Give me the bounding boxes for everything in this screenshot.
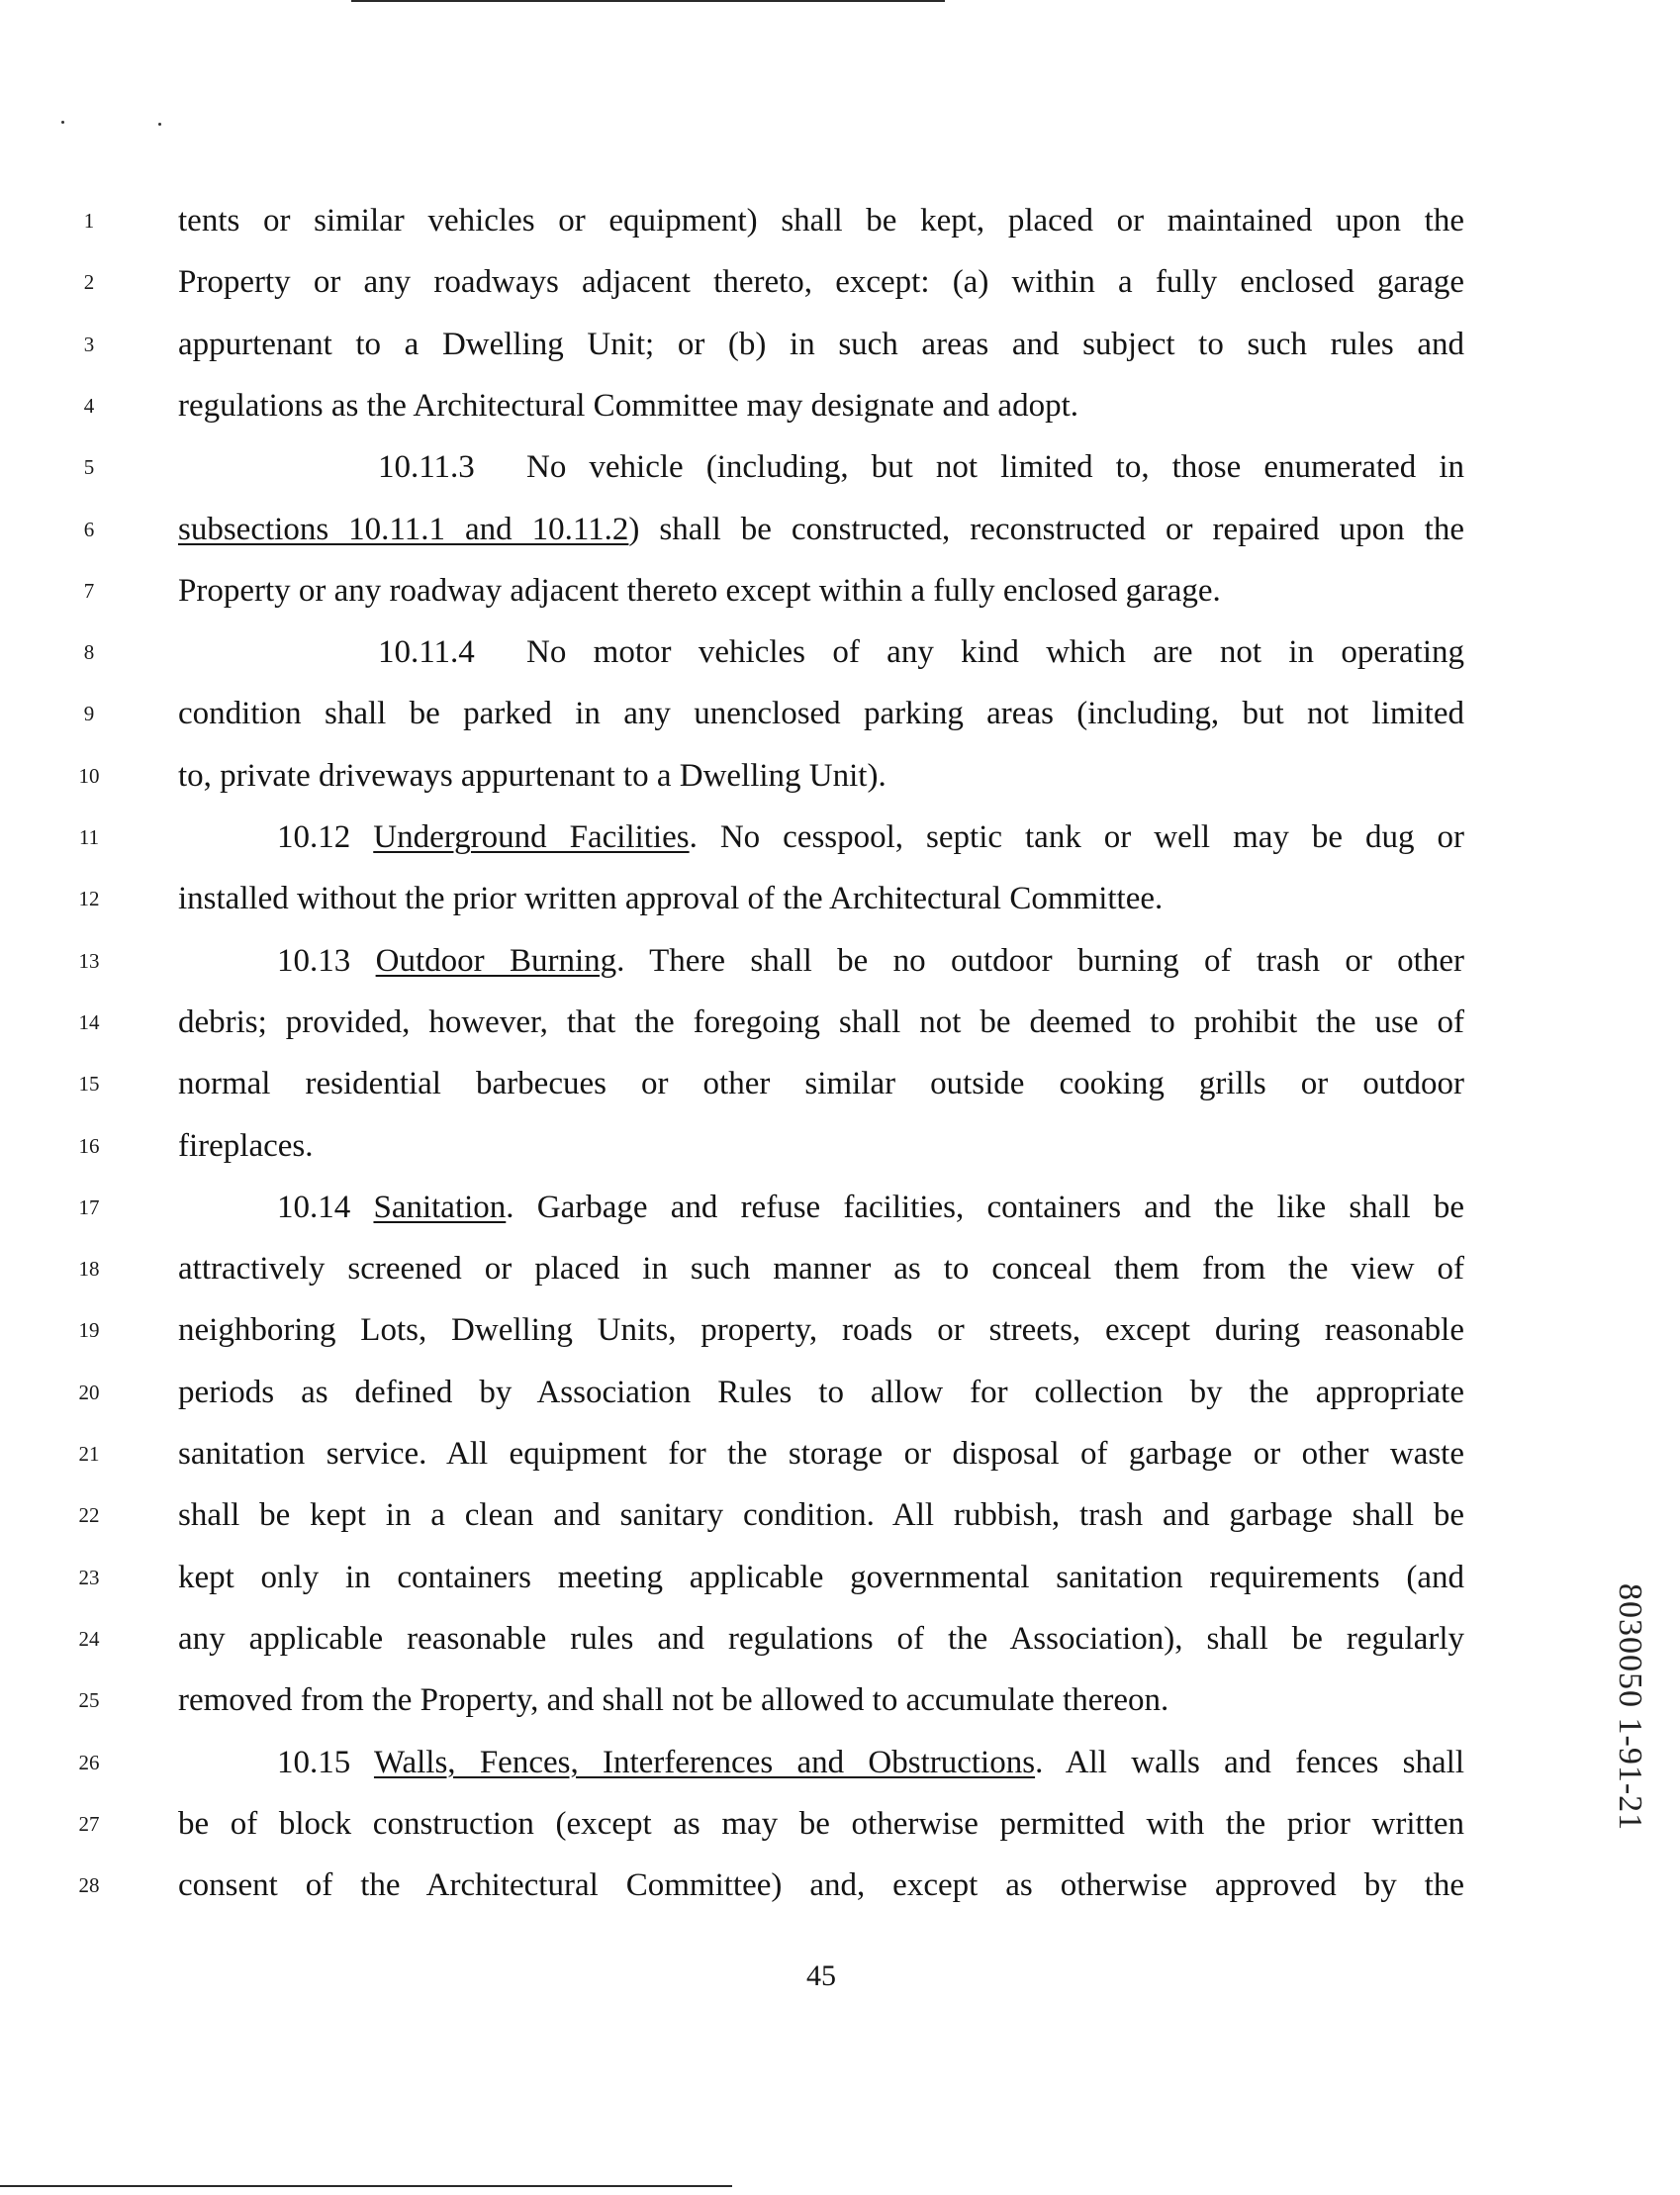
line-text [178,868,1464,929]
line-text [178,807,1464,868]
line-number: 22 [78,1503,100,1528]
line-text [178,375,1464,436]
document-line [0,1608,1680,1670]
document-line [0,251,1680,313]
line-number: 15 [78,1072,100,1097]
text-run: sanitation service. All equipment for the storage or disposal of garbage or other waste [178,1436,1464,1472]
section-number: 10.11.3 [378,449,475,486]
document-line [0,745,1680,807]
line-number: 10 [78,763,100,788]
line-number: 3 [83,332,95,356]
line-text [178,621,1464,683]
line-number: 26 [78,1750,100,1774]
line-text [178,499,1464,560]
text-run: regulations as the Architectural Committee may designate and adopt. [178,387,1078,424]
document-line [0,436,1680,498]
text-run: periods as defined by Association Rules to allow for collection by the appropriate [178,1374,1464,1410]
text-run: appurtenant to a Dwelling Unit; or (b) in such areas and subject to such rules and [178,326,1464,362]
document-line [0,1299,1680,1361]
text-run: ) shall be constructed, reconstructed or repaired upon the [628,511,1464,547]
line-number: 13 [78,948,100,973]
line-number: 18 [78,1257,100,1282]
text-run: debris; provided, however, that the foregoing shall not be deemed to prohibit the use of [178,1003,1464,1040]
line-text [178,190,1464,251]
text-run: 10.15 [277,1744,374,1780]
side-stamp-text: 8030050 1-91-21 [1612,1583,1648,1832]
underlined-heading: Underground Facilities [373,819,690,855]
document-line [0,683,1680,744]
line-number: 5 [83,455,95,480]
line-number: 4 [83,393,95,418]
top-rule [351,0,945,2]
text-run: Property or any roadways adjacent thereto, except: (a) within a fully enclosed garage [178,264,1464,301]
text-run: kept only in containers meeting applicable governmental sanitation requirements (and [178,1559,1464,1595]
line-text [178,1608,1464,1670]
document-line [0,499,1680,560]
line-number: 12 [78,887,100,911]
document-line [0,560,1680,621]
text-run: installed without the prior written approval of the Architectural Committee. [178,881,1164,917]
document-line [0,1855,1680,1916]
line-number: 25 [78,1688,100,1713]
document-line [0,314,1680,375]
line-text [178,560,1464,621]
document-line [0,1423,1680,1484]
underlined-heading: Walls, Fences, Interferences and Obstructions [373,1744,1036,1780]
line-number: 19 [78,1318,100,1343]
line-text [178,251,1464,313]
text-run: be of block construction (except as may be otherwise permitted with the prior written [178,1805,1464,1842]
text-run: tents or similar vehicles or equipment) shall be kept, placed or maintained upon the [178,203,1464,239]
line-number: 21 [78,1442,100,1466]
line-number: 6 [83,517,95,541]
text-run: condition shall be parked in any unenclosed parking areas (including, but not limited [178,696,1464,732]
line-text [178,1484,1464,1546]
line-text [178,930,1464,992]
document-line [0,190,1680,251]
bottom-rule [0,2185,732,2187]
document-line [0,375,1680,436]
text-run: normal residential barbecues or other similar outside cooking grills or outdoor [178,1066,1464,1102]
document-line [0,807,1680,868]
line-text [178,436,1464,498]
text-run: 10.13 [277,942,376,979]
document-line [0,930,1680,992]
underlined-heading: Outdoor Burning [375,942,617,979]
side-stamp [1605,1583,1654,1870]
line-number: 27 [78,1811,100,1836]
text-run: . Garbage and refuse facilities, containers and the like shall be [506,1189,1465,1225]
document-line [0,1053,1680,1114]
line-number: 11 [78,825,100,849]
text-run: No motor vehicles of any kind which are not in operating [526,634,1464,671]
line-number: 1 [83,209,95,233]
scan-speck [61,121,64,124]
underlined-heading: Sanitation [373,1189,507,1225]
line-text [178,1362,1464,1423]
document-line [0,1670,1680,1731]
line-text [178,992,1464,1053]
line-number: 23 [78,1565,100,1589]
text-run: Property or any roadway adjacent thereto except within a fully enclosed garage. [178,572,1221,609]
text-run: . All walls and fences shall [1035,1744,1465,1780]
line-text [178,745,1464,807]
line-number: 2 [83,270,95,295]
text-run: 10.14 [277,1189,374,1225]
text-run: removed from the Property, and shall not be allowed to accumulate thereon. [178,1682,1169,1719]
document-line [0,1547,1680,1608]
text-run: . No cesspool, septic tank or well may be dug or [689,819,1465,855]
line-text [178,683,1464,744]
document-line [0,1115,1680,1177]
line-number: 28 [78,1873,100,1898]
line-number: 17 [78,1194,100,1219]
line-number: 8 [83,640,95,665]
line-text [178,1299,1464,1361]
document-line [0,1793,1680,1855]
scan-speck [158,123,161,126]
text-run: fireplaces. [178,1127,314,1164]
document-line [0,1362,1680,1423]
line-number: 14 [78,1009,100,1034]
section-number: 10.11.4 [378,634,475,671]
text-run: consent of the Architectural Committee) and, except as otherwise approved by the [178,1867,1464,1904]
line-number: 16 [78,1133,100,1158]
line-text [178,314,1464,375]
text-run: neighboring Lots, Dwelling Units, property, roads or streets, except during reasonable [178,1312,1464,1349]
document-line [0,1238,1680,1299]
text-run: No vehicle (including, but not limited to, those enumerated in [526,449,1464,486]
underlined-heading: subsections 10.11.1 and 10.11.2 [178,511,629,547]
line-number: 9 [83,702,95,726]
line-text [178,1053,1464,1114]
text-run: . There shall be no outdoor burning of trash or other [616,942,1464,979]
document-line [0,1732,1680,1793]
line-text [178,1423,1464,1484]
text-run: to, private driveways appurtenant to a Dwelling Unit). [178,757,887,794]
line-text [178,1115,1464,1177]
line-text [178,1238,1464,1299]
text-run: shall be kept in a clean and sanitary condition. All rubbish, trash and garbage shall be [178,1497,1464,1534]
line-text [178,1547,1464,1608]
line-text [178,1177,1464,1238]
line-number: 24 [78,1626,100,1651]
document-line [0,621,1680,683]
text-run: any applicable reasonable rules and regulations of the Association), shall be regularly [178,1620,1464,1657]
line-number: 7 [83,578,95,603]
text-run: 10.12 [277,819,374,855]
text-run: attractively screened or placed in such manner as to conceal them from the view of [178,1251,1464,1288]
line-text [178,1855,1464,1916]
document-line [0,868,1680,929]
document-line [0,1177,1680,1238]
line-text [178,1732,1464,1793]
document-line [0,992,1680,1053]
line-text [178,1793,1464,1855]
page-number: 45 [806,1959,836,1992]
line-number: 20 [78,1380,100,1404]
line-text [178,1670,1464,1731]
document-line [0,1484,1680,1546]
